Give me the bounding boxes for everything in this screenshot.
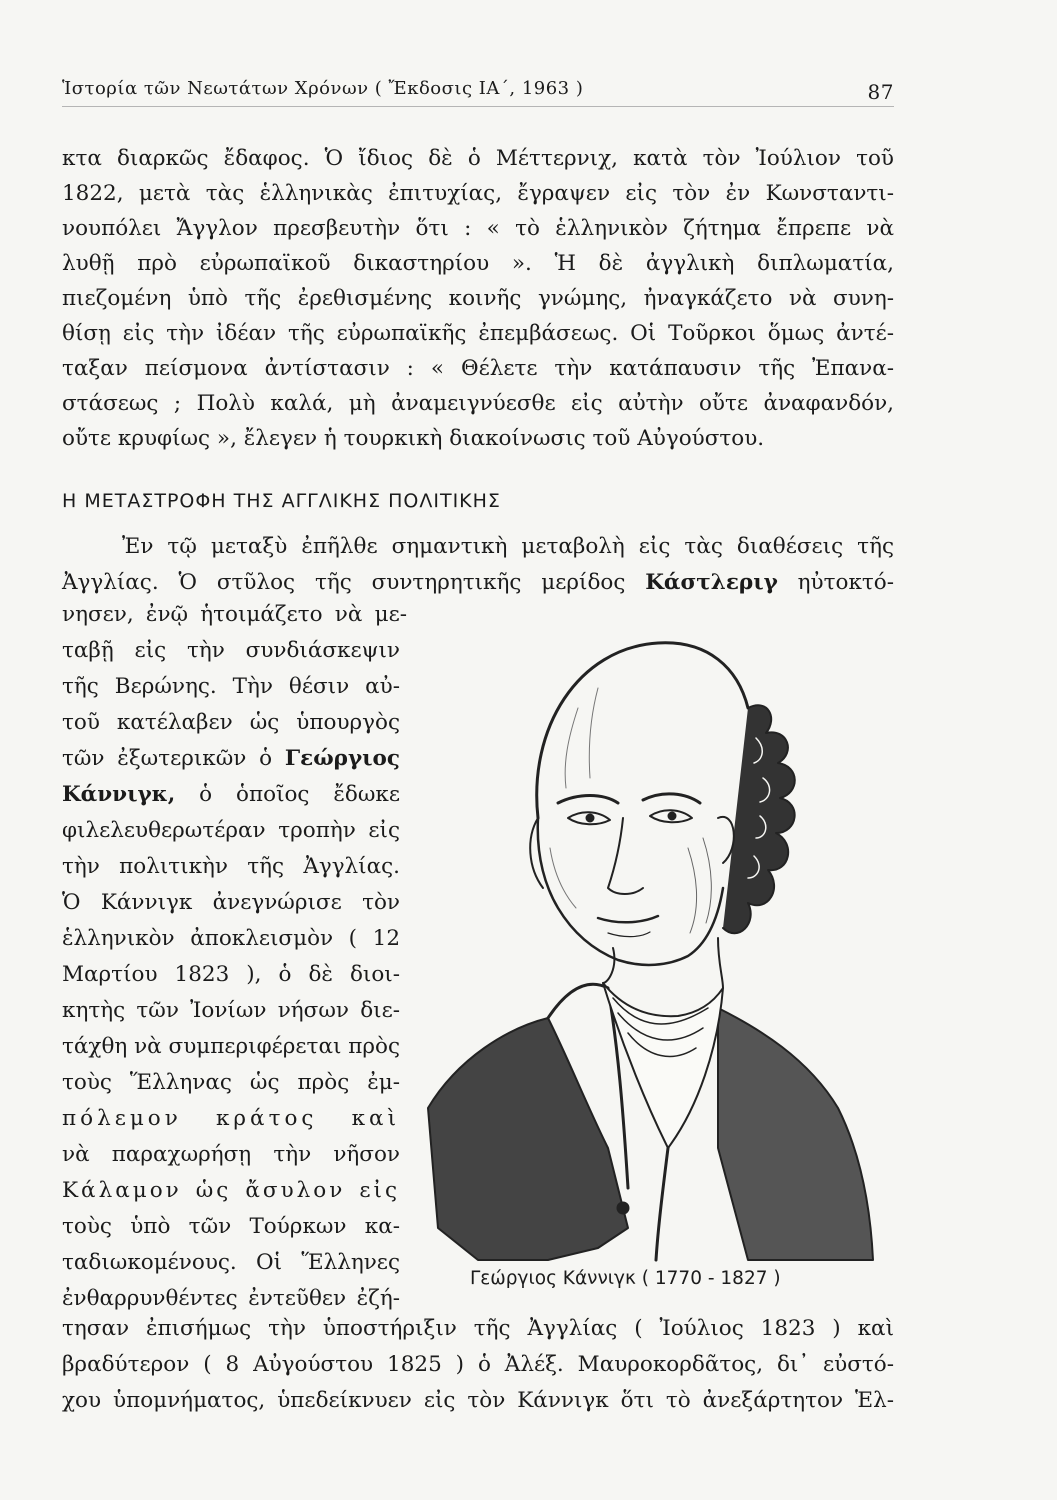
name-george: Γεώργιος (284, 746, 400, 771)
para1-line-3: νουπόλει Ἄγγλον πρεσβευτὴν ὅτι : « τὸ ἑλληνικὸν ζήτημα ἔπρεπε νὰ (62, 216, 894, 241)
col-line-11: Μαρτίου 1823 ), ὁ δὲ διοι- (62, 962, 400, 987)
portrait-caption: Γεώργιος Κάννιγκ ( 1770 - 1827 ) (470, 1268, 781, 1289)
header-title: Ἱστορία τῶν Νεωτάτων Χρόνων ( Ἔκδοσις ΙΑ΄, 1963 ) (62, 78, 584, 99)
para1-line-1: κτα διαρκῶς ἔδαφος. Ὁ ἴδιος δὲ ὁ Μέττερνιχ, κατὰ τὸν Ἰούλιον τοῦ (62, 146, 894, 171)
col-line-12: κητὴς τῶν Ἰονίων νήσων διε- (62, 998, 400, 1023)
col-line-06 (62, 784, 400, 806)
col-line-07: φιλελευθερωτέραν τροπὴν εἰς (62, 818, 400, 843)
col-line-13: τάχθη νὰ συμπεριφέρεται πρὸς (62, 1034, 400, 1059)
col-line-09: Ὁ Κάννιγκ ἀνεγνώρισε τὸν (62, 890, 400, 915)
col-line-08: τὴν πολιτικὴν τῆς Ἀγγλίας. (62, 854, 400, 879)
bottom-line-1: τησαν ἐπισήμως τὴν ὑποστήριξιν τῆς Ἀγγλίας ( Ἰούλιος 1823 ) καὶ (62, 1316, 894, 1341)
para1-line-6: θίσῃ εἰς τὴν ἰδέαν τῆς εὐρωπαϊκῆς ἐπεμβάσεως. Οἱ Τοῦρκοι ὅμως ἀντέ- (62, 321, 894, 346)
para1-line-8: στάσεως ; Πολὺ καλά, μὴ ἀναμειγνύεσθε εἰς αὐτὴν οὔτε ἀναφανδόν, (62, 391, 894, 416)
para2-line-1: Ἐν τῷ μεταξὺ ἐπῆλθε σημαντικὴ μεταβολὴ εἰς τὰς διαθέσεις τῆς (122, 534, 894, 559)
col-line-18: τοὺς ὑπὸ τῶν Τούρκων κα- (62, 1214, 400, 1239)
col-line-04: τοῦ κατέλαβεν ὡς ὑπουργὸς (62, 710, 400, 735)
col-line-10: ἑλληνικὸν ἀποκλεισμὸν ( 12 (62, 926, 400, 951)
col-line-19: ταδιωκομένους. Οἱ Ἕλληνες (62, 1250, 400, 1275)
running-header (62, 70, 894, 107)
col-line-16: νὰ παραχωρήσῃ τὴν νῆσον (62, 1142, 400, 1167)
col-line-20: ἐνθαρρυνθέντες ἐντεῦθεν ἐζή- (62, 1286, 400, 1311)
bottom-line-2: βραδύτερον ( 8 Αὐγούστου 1825 ) ὁ Ἀλέξ. Μαυροκορδᾶτος, δι᾽ εὐστό- (62, 1352, 894, 1377)
col-line-05 (62, 748, 400, 770)
para1-line-2: 1822, μετὰ τὰς ἑλληνικὰς ἐπιτυχίας, ἔγραψεν εἰς τὸν ἐν Κωνσταντι- (62, 181, 894, 206)
portrait-engraving (418, 588, 898, 1268)
para1-line-4: λυθῇ πρὸ εὐρωπαϊκοῦ δικαστηρίου ». Ἡ δὲ ἀγγλικὴ διπλωματία, (62, 251, 894, 276)
page-number: 87 (867, 80, 894, 104)
para1-line-5: πιεζομένη ὑπὸ τῆς ἐρεθισμένης κοινῆς γνώμης, ἠναγκάζετο νὰ συνη- (62, 286, 894, 311)
col-line-06-post: ὁ ὁποῖος ἔδωκε (175, 782, 400, 807)
col-line-03: τῆς Βερώνης. Τὴν θέσιν αὐ- (62, 674, 400, 699)
para2-line-2-post: ηὐτοκτό- (777, 570, 894, 595)
name-castlereagh: Κάστλεριγ (645, 570, 778, 595)
col-line-15: πόλεμον κράτος καὶ (62, 1106, 400, 1131)
name-canning: Κάννιγκ, (62, 782, 176, 807)
para2-line-2-pre: Ἀγγλίας. Ὁ στῦλος τῆς συντηρητικῆς μερίδος (62, 570, 646, 595)
para1-line-7: ταξαν πείσμονα ἀντίστασιν : « Θέλετε τὴν κατάπαυσιν τῆς Ἐπανα- (62, 356, 894, 381)
col-line-02: ταβῇ εἰς τὴν συνδιάσκεψιν (62, 638, 400, 663)
section-heading: Η ΜΕΤΑΣΤΡΟΦΗ ΤΗΣ ΑΓΓΛΙΚΗΣ ΠΟΛΙΤΙΚΗΣ (62, 490, 501, 512)
col-line-05-pre: τῶν ἐξωτερικῶν ὁ (62, 746, 285, 771)
bottom-line-3: χου ὑπομνήματος, ὑπεδείκνυεν εἰς τὸν Κάννιγκ ὅτι τὸ ἀνεξάρτητον Ἑλ- (62, 1388, 894, 1413)
col-line-01: νησεν, ἐνῷ ἡτοιμάζετο νὰ με- (62, 602, 407, 627)
para1-line-9: οὔτε κρυφίως », ἔλεγεν ἡ τουρκικὴ διακοίνωσις τοῦ Αὐγούστου. (62, 426, 765, 451)
col-line-14: τοὺς Ἕλληνας ὡς πρὸς ἐμ- (62, 1070, 400, 1095)
col-line-17: Κάλαμον ὡς ἄσυλον εἰς (62, 1178, 400, 1203)
